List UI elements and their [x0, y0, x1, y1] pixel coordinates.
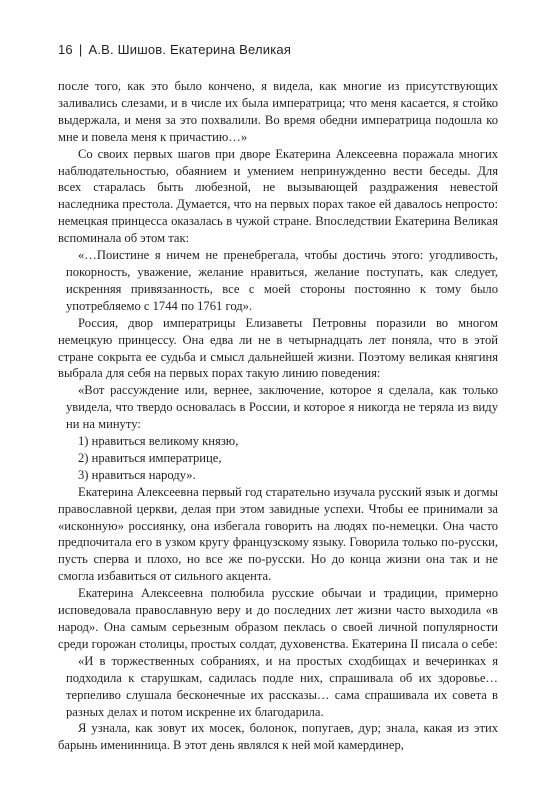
- page-number: 16: [58, 42, 73, 57]
- paragraph: Россия, двор императрицы Елизаветы Петровны поразили во многом немецкую принцессу. Она едва ли не в четырнадцать лет поняла, что в этой стране сокрыта ее судьба и смысл дальнейшей жизни. Поэтому великая княгиня выбрала для себя на первых порах такую линию поведения:: [58, 315, 498, 381]
- list-item: 3) нравиться народу».: [78, 467, 196, 482]
- paragraph: Екатерина Алексеевна первый год старательно изучала русский язык и догмы православной церкви, делая при этом завидные успехи. Чтобы ее принимали за «исконную» россиянку, она избегала говорить на людях по-немецки. Она часто предпочитала его в узком кругу французскому языку. Говорила только по-русски, пусть сперва и плохо, но все же по-русски. Но до конца жизни она так и не смогла избавиться от сильного акцента.: [58, 484, 498, 584]
- quote-paragraph: «…Поистине я ничем не пренебрегала, чтобы достичь этого: угодливость, покорность, уважение, желание нравиться, желание поступать, как следует, искренняя привязанность, все с моей стороны постоянно к тому было употребляемо с 1744 по 1761 год».: [66, 248, 498, 313]
- header-separator: |: [78, 42, 83, 57]
- paragraph: после того, как это было кончено, я видела, как многие из присутствующих заливались слезами, и в числе их была императрица; что меня касается, я стойко выдержала, и меня за это похвалили. Во время обедни императрица подошла ко мне и повела меня к причастию…»: [58, 79, 498, 144]
- body-text: [58, 78, 498, 754]
- paragraph: Екатерина Алексеевна полюбила русские обычаи и традиции, примерно исповедовала православную веру и до последних лет жизни часто выходила «в народ». Она самым серьезным образом пеклась о своей личной популярности среди горожан столицы, простых солдат, духовенства. Екатерина II писала о себе:: [58, 586, 498, 651]
- list-item: 1) нравиться великому князю,: [78, 434, 239, 449]
- paragraph: Со своих первых шагов при дворе Екатерина Алексеевна поражала многих наблюдательностью, обаянием и умением непринужденно вести беседы. Для всех старалась быть любезной, не вызывающей раздражения невестой наследника престола. Думается, что на первых порах такое ей давалось непросто: немецкая принцесса оказалась в чужой стране. Впоследствии Екатерина Великая вспоминала об этом так:: [58, 146, 498, 246]
- list-item: 2) нравиться императрице,: [78, 450, 222, 465]
- running-header: [58, 42, 291, 57]
- quote-paragraph: «Вот рассуждение или, вернее, заключение, которое я сделала, как только увидела, что твердо основалась в России, и которое я никогда не теряла из виду ни на минуту:: [66, 383, 498, 432]
- running-title: А.В. Шишов. Екатерина Великая: [88, 42, 292, 57]
- quote-paragraph: «И в торжественных собраниях, и на простых сходбищах и вечеринках я подходила к старушкам, садилась подле них, спрашивала об их здоровье… терпеливо слушала бесконечные их рассказы… сама спрашивала их совета в разных делах и потом искренне их благодарила.: [66, 653, 498, 719]
- paragraph: Я узнала, как зовут их мосек, болонок, попугаев, дур; знала, какая из этих барынь именинница. В этот день являлся к ней мой камердинер,: [58, 721, 498, 753]
